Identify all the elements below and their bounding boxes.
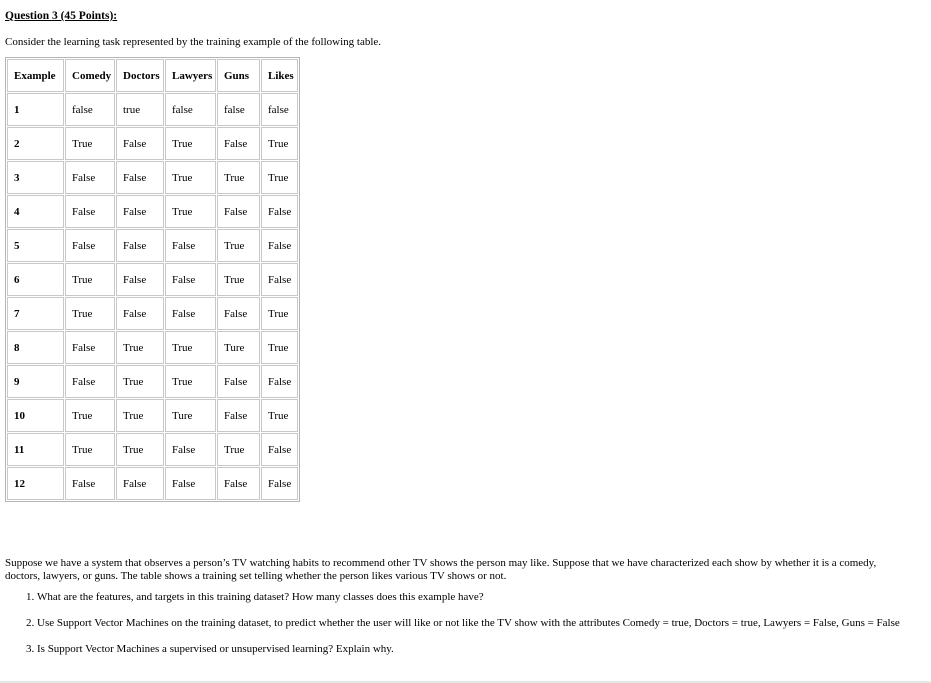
cell-comedy: False: [65, 331, 115, 364]
cell-comedy: True: [65, 263, 115, 296]
cell-doctors: False: [116, 161, 164, 194]
cell-example: 6: [7, 263, 64, 296]
cell-example: 3: [7, 161, 64, 194]
cell-lawyers: True: [165, 331, 216, 364]
cell-comedy: True: [65, 297, 115, 330]
header-lawyers: Lawyers: [165, 59, 216, 92]
header-guns: Guns: [217, 59, 260, 92]
cell-lawyers: True: [165, 161, 216, 194]
table-row: [7, 297, 298, 330]
cell-doctors: False: [116, 297, 164, 330]
cell-guns: false: [217, 93, 260, 126]
cell-likes: True: [261, 161, 298, 194]
cell-example: 11: [7, 433, 64, 466]
table-row: [7, 467, 298, 500]
cell-example: 1: [7, 93, 64, 126]
header-example: Example: [7, 59, 64, 92]
cell-doctors: True: [116, 365, 164, 398]
table-row: [7, 263, 298, 296]
table-header-row: [7, 59, 298, 92]
question-item-3: 3. Is Support Vector Machines a supervised or unsupervised learning? Explain why.: [37, 643, 926, 656]
cell-likes: False: [261, 467, 298, 500]
intro-text: Consider the learning task represented by the training example of the following table.: [5, 36, 382, 48]
question-heading: Question 3 (45 Points):: [5, 10, 118, 22]
cell-guns: True: [217, 433, 260, 466]
table-row: [7, 229, 298, 262]
cell-likes: True: [261, 127, 298, 160]
cell-guns: False: [217, 297, 260, 330]
training-table: [5, 57, 300, 502]
header-comedy: Comedy: [65, 59, 115, 92]
cell-doctors: False: [116, 263, 164, 296]
table-row: [7, 433, 298, 466]
cell-example: 12: [7, 467, 64, 500]
table-row: [7, 399, 298, 432]
cell-example: 9: [7, 365, 64, 398]
cell-doctors: False: [116, 467, 164, 500]
cell-guns: False: [217, 127, 260, 160]
cell-comedy: False: [65, 161, 115, 194]
table-row: [7, 93, 298, 126]
cell-doctors: True: [116, 331, 164, 364]
cell-guns: False: [217, 365, 260, 398]
cell-example: 7: [7, 297, 64, 330]
cell-guns: False: [217, 195, 260, 228]
table-row: [7, 127, 298, 160]
cell-comedy: false: [65, 93, 115, 126]
cell-guns: True: [217, 229, 260, 262]
cell-lawyers: false: [165, 93, 216, 126]
cell-example: 5: [7, 229, 64, 262]
cell-likes: True: [261, 399, 298, 432]
cell-likes: False: [261, 229, 298, 262]
cell-lawyers: False: [165, 433, 216, 466]
question-item-1: 1. What are the features, and targets in this training dataset? How many classes does this example have?: [37, 591, 926, 604]
cell-likes: False: [261, 263, 298, 296]
cell-example: 10: [7, 399, 64, 432]
cell-likes: False: [261, 433, 298, 466]
cell-likes: True: [261, 297, 298, 330]
scenario-paragraph: Suppose we have a system that observes a person’s TV watching habits to recommend other TV shows the person may like. Suppose that we have characterized each show by whether it is a comedy, doctors, lawyers, or guns. The table shows a training set telling whether the person likes various TV shows or not.: [5, 557, 877, 582]
cell-lawyers: True: [165, 195, 216, 228]
cell-lawyers: False: [165, 297, 216, 330]
cell-doctors: True: [116, 433, 164, 466]
question-list: [5, 591, 926, 669]
cell-example: 8: [7, 331, 64, 364]
cell-example: 2: [7, 127, 64, 160]
cell-comedy: True: [65, 433, 115, 466]
cell-doctors: False: [116, 229, 164, 262]
cell-lawyers: Ture: [165, 399, 216, 432]
cell-likes: True: [261, 331, 298, 364]
cell-guns: True: [217, 263, 260, 296]
cell-lawyers: False: [165, 467, 216, 500]
cell-guns: False: [217, 399, 260, 432]
table-row: [7, 331, 298, 364]
table-row: [7, 161, 298, 194]
cell-doctors: False: [116, 127, 164, 160]
cell-likes: False: [261, 365, 298, 398]
cell-likes: False: [261, 195, 298, 228]
cell-lawyers: False: [165, 263, 216, 296]
cell-likes: false: [261, 93, 298, 126]
cell-comedy: False: [65, 195, 115, 228]
cell-doctors: False: [116, 195, 164, 228]
question-item-2: 2. Use Support Vector Machines on the training dataset, to predict whether the user will like or not like the TV show with the attributes Comedy = true, Doctors = true, Lawyers = False, Guns = False: [37, 617, 926, 630]
cell-comedy: False: [65, 467, 115, 500]
cell-comedy: False: [65, 365, 115, 398]
cell-guns: False: [217, 467, 260, 500]
header-likes: Likes: [261, 59, 298, 92]
cell-comedy: True: [65, 399, 115, 432]
cell-comedy: True: [65, 127, 115, 160]
header-doctors: Doctors: [116, 59, 164, 92]
cell-example: 4: [7, 195, 64, 228]
cell-guns: True: [217, 161, 260, 194]
cell-doctors: true: [116, 93, 164, 126]
cell-lawyers: True: [165, 127, 216, 160]
cell-doctors: True: [116, 399, 164, 432]
table-row: [7, 365, 298, 398]
cell-comedy: False: [65, 229, 115, 262]
cell-guns: Ture: [217, 331, 260, 364]
table-row: [7, 195, 298, 228]
cell-lawyers: True: [165, 365, 216, 398]
cell-lawyers: False: [165, 229, 216, 262]
